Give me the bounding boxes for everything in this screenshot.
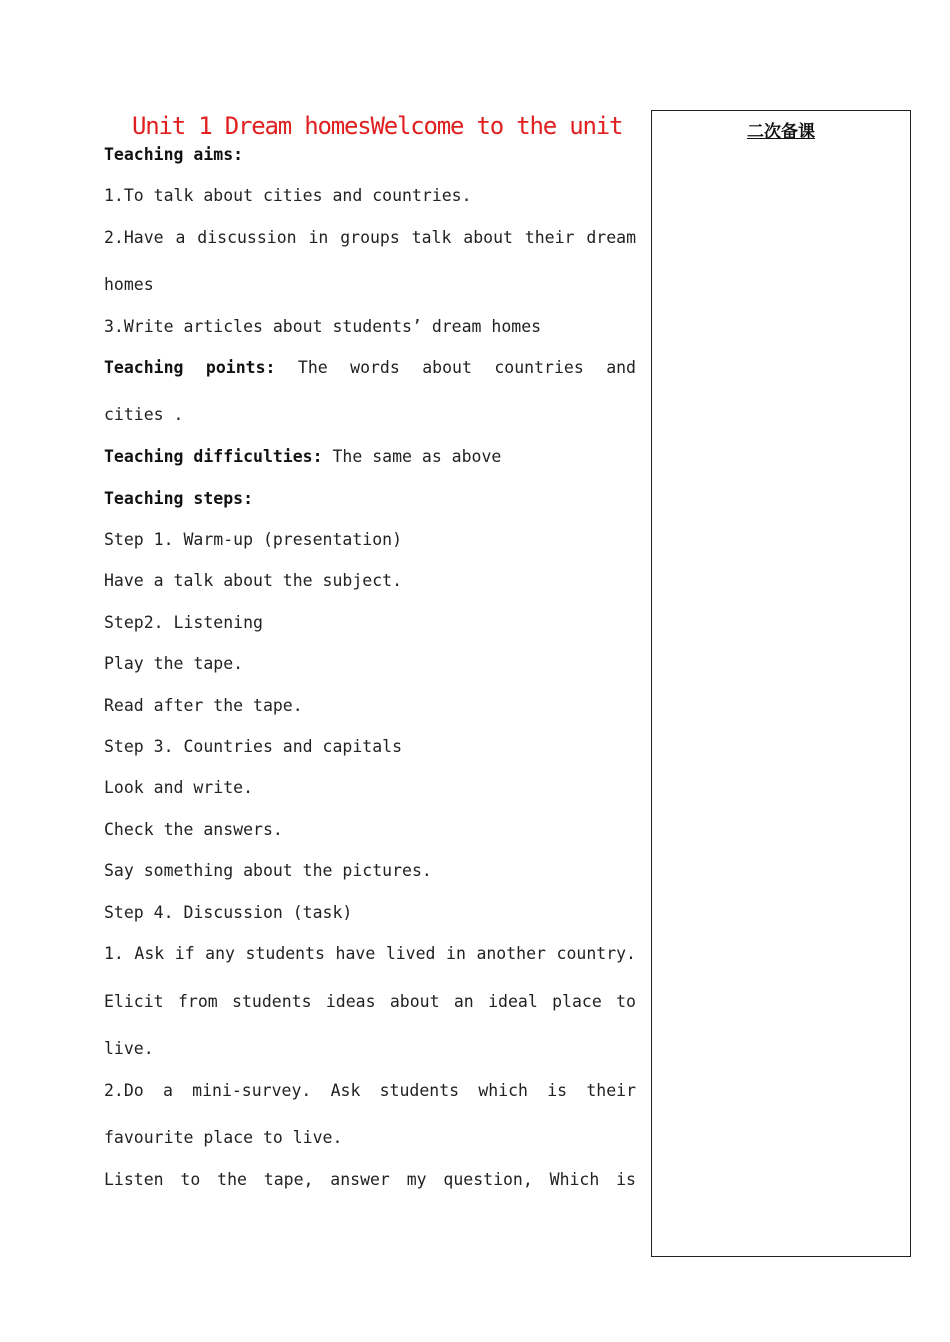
notes-panel-title: 二次备课	[747, 122, 815, 142]
step-4-item-1-line-1: 1. Ask if any students have lived in another country.	[104, 944, 636, 963]
aim-item-2-line-1: 2.Have a discussion in groups talk about their dream	[104, 228, 636, 247]
step-4-item-1-line-3: live.	[104, 1039, 154, 1058]
aim-item-3: 3.Write articles about students’ dream homes	[104, 317, 542, 336]
step-4-title: Step 4. Discussion (task)	[104, 903, 353, 922]
second-lesson-notes-panel	[651, 110, 911, 1257]
teaching-points-label: Teaching points:	[104, 358, 276, 377]
step-3-line-2: Check the answers.	[104, 820, 283, 839]
teaching-difficulties-text: The same as above	[322, 447, 502, 466]
aim-item-2-line-2: homes	[104, 275, 154, 294]
step-3-line-1: Look and write.	[104, 778, 254, 797]
step-2-line-2: Read after the tape.	[104, 696, 303, 715]
step-3-line-3: Say something about the pictures.	[104, 861, 432, 880]
step-4-item-2-line-2: favourite place to live.	[104, 1128, 343, 1147]
step-4-item-1-line-2: Elicit from students ideas about an ideal place to	[104, 992, 636, 1011]
step-2-title: Step2. Listening	[104, 613, 263, 632]
aim-item-1: 1.To talk about cities and countries.	[104, 186, 472, 205]
step-4-item-2-line-1: 2.Do a mini-survey. Ask students which is their	[104, 1081, 636, 1100]
teaching-points-line-1	[104, 357, 636, 379]
step-4-item-3-line-1: Listen to the tape, answer my question, Which is	[104, 1170, 636, 1189]
step-2-line-1: Play the tape.	[104, 654, 244, 673]
teaching-difficulties-line	[104, 446, 501, 468]
teaching-steps-heading: Teaching steps:	[104, 489, 254, 508]
step-1-line-1: Have a talk about the subject.	[104, 571, 403, 590]
teaching-difficulties-label: Teaching difficulties:	[104, 447, 323, 466]
teaching-points-line-2: cities .	[104, 405, 184, 424]
teaching-aims-heading: Teaching aims:	[104, 145, 244, 164]
step-1-title: Step 1. Warm-up (presentation)	[104, 530, 403, 549]
teaching-points-text: The words about countries and	[275, 358, 636, 377]
page-title: Unit 1 Dream homesWelcome to the unit	[132, 112, 623, 140]
step-3-title: Step 3. Countries and capitals	[104, 737, 403, 756]
